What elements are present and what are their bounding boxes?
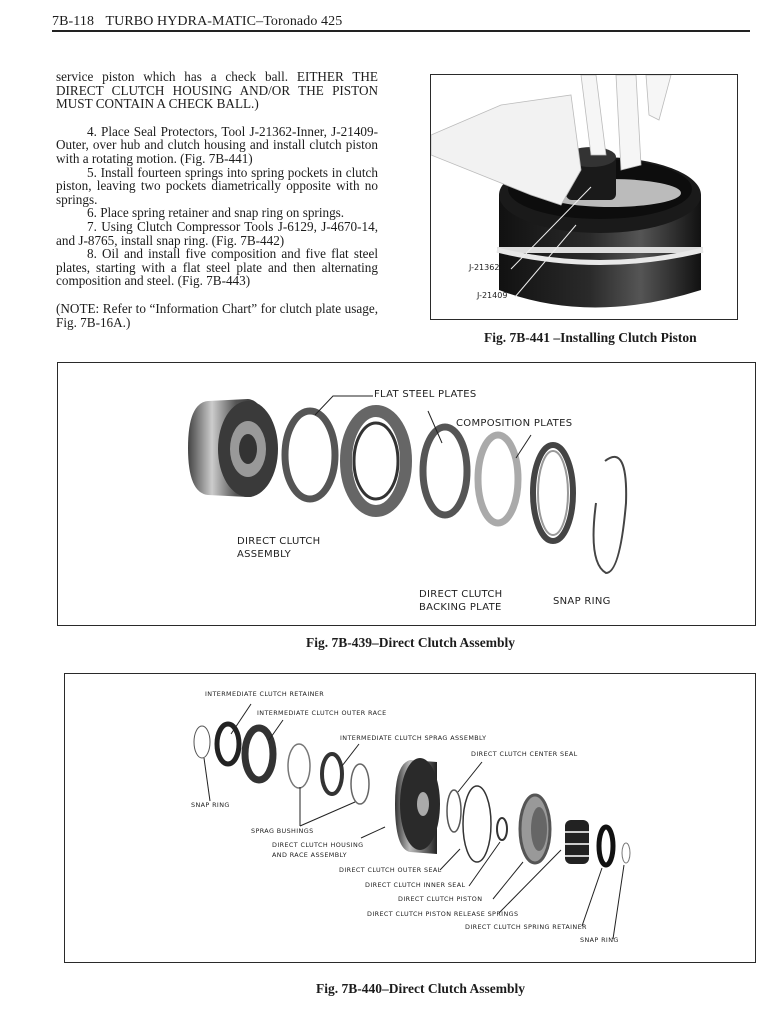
figure-441-photo	[430, 74, 738, 320]
label-housing-1: DIRECT CLUTCH HOUSING	[272, 841, 364, 849]
label-flat-steel-plates: FLAT STEEL PLATES	[374, 389, 477, 400]
figure-439-diagram	[57, 362, 756, 626]
label-snap-ring: SNAP RING	[553, 596, 611, 607]
label-release-springs: DIRECT CLUTCH PISTON RELEASE SPRINGS	[367, 910, 519, 918]
label-composition-plates: COMPOSITION PLATES	[456, 418, 573, 429]
label-direct-clutch-assembly-1: DIRECT CLUTCH	[237, 536, 321, 547]
label-snap-ring-right: SNAP RING	[580, 936, 619, 944]
header-rule	[52, 30, 750, 32]
label-j-21409: J-21409	[477, 291, 508, 300]
step-4: 4. Place Seal Protectors, Tool J-21362-Inner, J-21409-Outer, over hub and clutch housing and install clutch piston with a rotating motion. (Fig. 7B-441)	[56, 123, 378, 166]
figure-441-caption: Fig. 7B-441 –Installing Clutch Piston	[484, 330, 697, 345]
label-snap-ring-left: SNAP RING	[191, 801, 230, 809]
label-spring-retainer: DIRECT CLUTCH SPRING RETAINER	[465, 923, 587, 931]
continued-paragraph: service piston which has a check ball. EITHER THE DIRECT CLUTCH HOUSING AND/OR THE PISTON MUST CONTAIN A CHECK BALL.)	[56, 69, 378, 112]
clutch-piston-illustration	[431, 75, 737, 319]
label-backing-plate-1: DIRECT CLUTCH	[419, 589, 503, 600]
label-direct-clutch-center-seal: DIRECT CLUTCH CENTER SEAL	[471, 750, 578, 758]
label-housing-2: AND RACE ASSEMBLY	[272, 851, 347, 859]
figure-440-diagram	[64, 673, 756, 963]
figure-439-caption: Fig. 7B-439–Direct Clutch Assembly	[306, 635, 515, 650]
section-title: TURBO HYDRA-MATIC–Toronado 425	[105, 14, 343, 29]
direct-clutch-exploded-view	[58, 363, 755, 625]
step-6: 6. Place spring retainer and snap ring on springs.	[87, 205, 345, 221]
label-intermediate-clutch-retainer: INTERMEDIATE CLUTCH RETAINER	[205, 690, 325, 698]
note-paragraph: (NOTE: Refer to “Information Chart” for clutch plate usage, Fig. 7B-16A.)	[56, 300, 378, 330]
label-intermediate-clutch-outer-race: INTERMEDIATE CLUTCH OUTER RACE	[257, 709, 387, 717]
label-j-21362: J-21362	[469, 263, 500, 272]
label-sprag-bushings: SPRAG BUSHINGS	[251, 827, 314, 835]
step-7: 7. Using Clutch Compressor Tools J-6129, J-4670-14, and J-8765, install snap ring. (Fig. 7B-442)	[56, 218, 378, 248]
step-5: 5. Install fourteen springs into spring pockets in clutch piston, leaving two pockets diametrically opposite with no springs.	[56, 164, 378, 207]
step-8: 8. Oil and install five composition and five flat steel plates, starting with a flat steel plate and then alternating composition and steel. (Fig. 7B-443)	[56, 246, 378, 289]
figure-440-caption: Fig. 7B-440–Direct Clutch Assembly	[316, 981, 525, 996]
body-text	[56, 70, 378, 329]
page-header	[52, 14, 342, 30]
page-number: 7B-118	[52, 14, 95, 29]
label-direct-clutch-assembly-2: ASSEMBLY	[237, 549, 292, 560]
label-outer-seal: DIRECT CLUTCH OUTER SEAL	[339, 866, 442, 874]
label-piston: DIRECT CLUTCH PISTON	[398, 895, 483, 903]
label-backing-plate-2: BACKING PLATE	[419, 602, 502, 613]
label-inner-seal: DIRECT CLUTCH INNER SEAL	[365, 881, 466, 889]
direct-clutch-housing-exploded-view	[65, 674, 755, 962]
label-intermediate-clutch-sprag-assembly: INTERMEDIATE CLUTCH SPRAG ASSEMBLY	[340, 734, 487, 742]
